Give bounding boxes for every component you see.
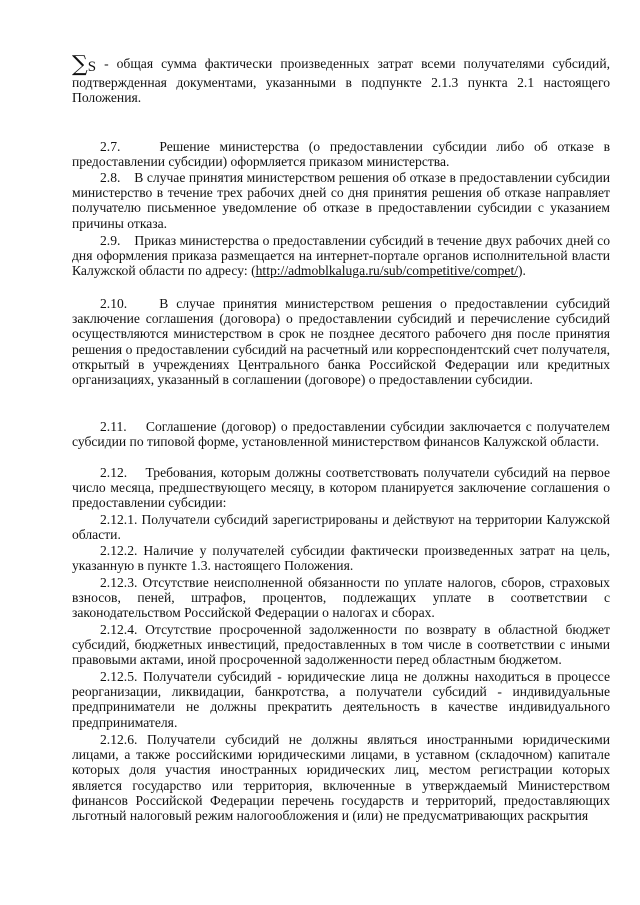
section-number: 2.12.4. bbox=[100, 622, 138, 637]
section-2-9 bbox=[72, 233, 610, 279]
portal-link[interactable]: http://admoblkaluga.ru/sub/competitive/compet/ bbox=[255, 263, 519, 279]
section-2-7 bbox=[72, 139, 610, 169]
section-2-10 bbox=[72, 296, 610, 387]
section-text: Отсутствие просроченной задолженности по возврату в областной бюджет субсидий, бюджетных инвестиций, предоставленных в том числе в соответствии с иными правовыми актами, иной просроченной задолженности перед областным бюджетом. bbox=[72, 622, 611, 668]
sum-definition-paragraph bbox=[72, 52, 610, 106]
section-number: 2.12. bbox=[100, 465, 128, 480]
link-prefix: ( bbox=[251, 263, 256, 279]
section-text: Получатели субсидий не должны являться иностранными юридическими лицами, а также российскими юридическими лицами, в уставном (складочном) капитале которых доля участия иностранных юридических лиц, местом регистрации которых является государство или территория, включенные в утверждаемый Министерством финансов Российской Федерации перечень государств и территорий, предоставляющих льготный налоговый режим налогообложения и (или) не предусматривающих раскрытия bbox=[72, 732, 610, 824]
section-text: Требования, которым должны соответствовать получатели субсидий на первое число месяца, предшествующего месяцу, в котором планируется заключение соглашения о предоставлении субсидии: bbox=[72, 465, 611, 511]
section-number: 2.12.1. bbox=[100, 512, 138, 527]
section-number: 2.8. bbox=[100, 170, 121, 185]
section-text: Соглашение (договор) о предоставлении субсидии заключается с получателем субсидии по типовой форме, установленной министерством финансов Калужской области. bbox=[72, 419, 610, 450]
section-number: 2.12.5. bbox=[100, 669, 138, 684]
section-text: Решение министерства (о предоставлении субсидии либо об отказе в предоставлении субсидии) оформляется приказом министерства. bbox=[72, 139, 610, 170]
section-text: Приказ министерства о предоставлении субсидий в течение двух рабочих дней со дня оформления приказа размещается на интернет-портале органов исполнительной власти Калужской области по адресу: bbox=[72, 233, 611, 279]
section-2-12-4 bbox=[72, 622, 610, 668]
section-text: В случае принятия министерством решения о предоставлении субсидий заключение соглашения (договора) о предоставлении субсидий и перечисление субсидий осуществляются министерством в срок не позднее десятого рабочего дня после принятия решения о предоставлении субсидий на расчетный или корреспондентский счет получателя, открытый в учреждениях Центрального банка Российской Федерации или кредитных организациях, указанный в соглашении (договоре) о предоставлении субсидии. bbox=[72, 296, 610, 388]
section-text: Получатели субсидий зарегистрированы и действуют на территории Калужской области. bbox=[72, 512, 610, 543]
section-2-12-5 bbox=[72, 669, 610, 730]
section-2-8 bbox=[72, 170, 610, 231]
section-number: 2.9. bbox=[100, 233, 121, 248]
section-2-12-1 bbox=[72, 512, 610, 542]
sigma-symbol: ∑ bbox=[72, 52, 88, 77]
sum-formula bbox=[72, 52, 97, 77]
section-text: В случае принятия министерством решения об отказе в предоставлении субсидии министерство в течение трех рабочих дней со дня принятия решения об отказе направляет получателю письменное уведомление об отказе в предоставлении субсидии с указанием причины отказа. bbox=[72, 170, 611, 231]
link-suffix: ). bbox=[518, 263, 526, 279]
section-number: 2.11. bbox=[100, 419, 127, 434]
section-2-12-3 bbox=[72, 575, 610, 621]
section-number: 2.12.6. bbox=[100, 732, 138, 747]
sum-definition-text: - общая сумма фактически произведенных затрат всеми получателями субсидий, подтвержденная документами, указанными в подпункте 2.1.3 пункта 2.1 настоящего Положения. bbox=[72, 56, 610, 106]
section-2-12-2 bbox=[72, 543, 610, 573]
section-number: 2.7. bbox=[100, 139, 121, 154]
section-text: Получатели субсидий - юридические лица не должны находиться в процессе реорганизации, ликвидации, банкротства, а получатели субсидий - индивидуальные предприниматели не должны прекратить деятельность в качестве индивидуального предпринимателя. bbox=[72, 669, 610, 730]
section-number: 2.12.2. bbox=[100, 543, 138, 558]
section-2-12 bbox=[72, 465, 610, 511]
section-text: Отсутствие неисполненной обязанности по уплате налогов, сборов, страховых взносов, пеней, штрафов, процентов, подлежащих уплате в соответствии с законодательством Российской Федерации о налогах и сборах. bbox=[72, 575, 610, 621]
section-2-11 bbox=[72, 419, 610, 449]
sigma-subscript: S bbox=[87, 59, 97, 75]
section-number: 2.10. bbox=[100, 296, 128, 311]
section-text: Наличие у получателей субсидии фактически произведенных затрат на цель, указанную в пункте 1.3. настоящего Положения. bbox=[72, 543, 610, 574]
section-number: 2.12.3. bbox=[100, 575, 138, 590]
section-2-12-6 bbox=[72, 732, 610, 823]
